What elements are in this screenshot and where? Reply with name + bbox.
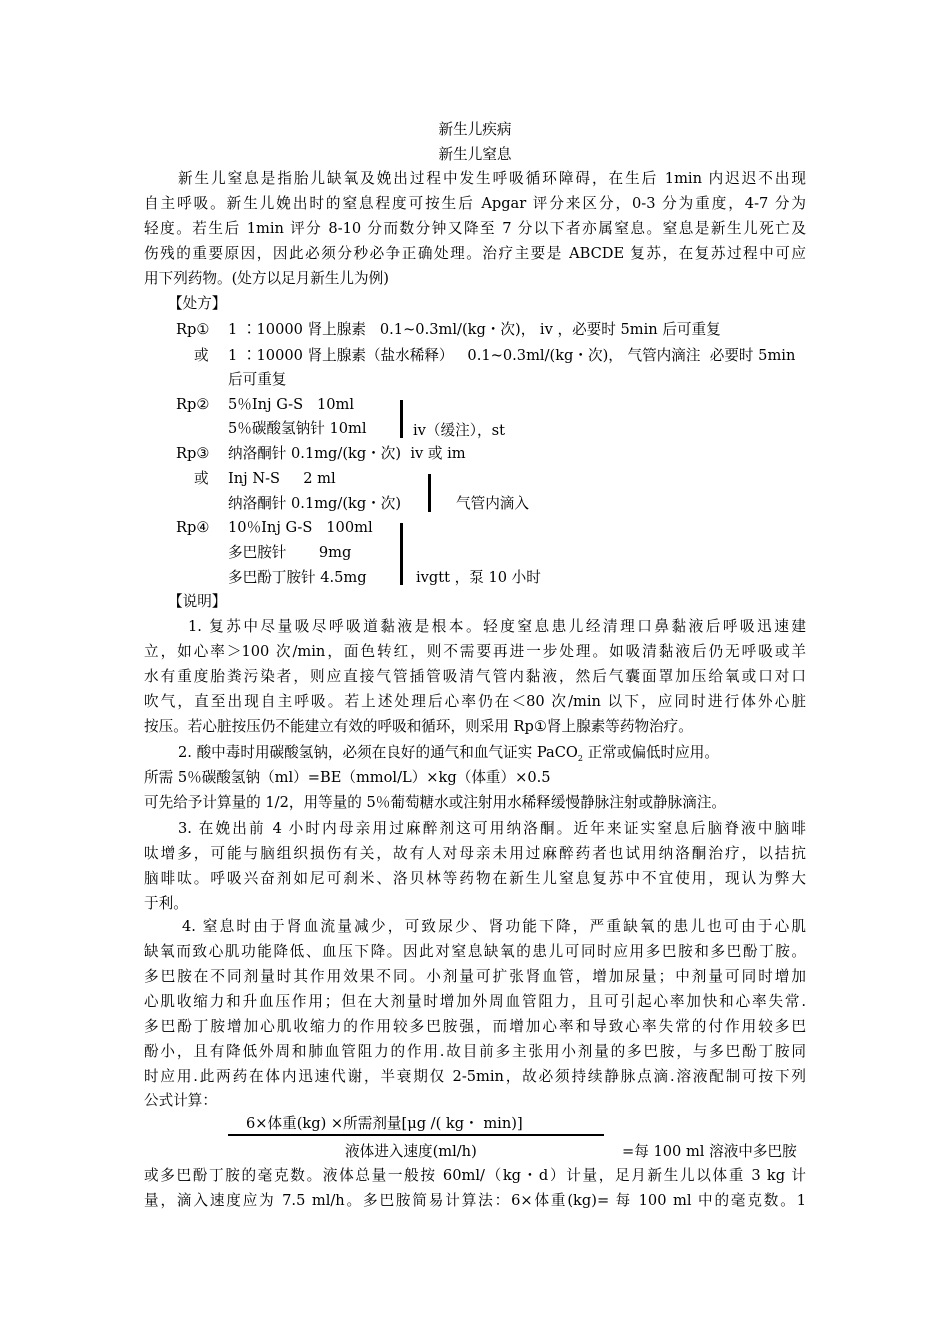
intro-line: 新生儿窒息是指胎儿缺氧及娩出过程中发生呼吸循环障碍，在生后 1min 内迟迟不出现 bbox=[178, 170, 806, 187]
formula-numerator: 6×体重(kg) ×所需剂量[μg /( kg・ min)] bbox=[246, 1115, 523, 1132]
rx-route: 气管内滴入 bbox=[456, 495, 529, 512]
rx-line: 5％Inj G-S 10ml bbox=[228, 396, 355, 413]
section-title: 新生儿窒息 bbox=[438, 146, 512, 163]
rx-label: Rp① bbox=[176, 321, 210, 338]
note-line: 酚小，且有降低外周和肺血管阻力的作用.故目前多主张用小剂量的多巴胺，与多巴酚丁胺同 bbox=[144, 1043, 806, 1060]
rx-route: iv（缓注），st bbox=[413, 422, 505, 439]
formula-line: 所需 5％碳酸氢钠（ml）=BE（mmol/L）×kg（体重）×0.5 bbox=[144, 769, 551, 786]
note-line: 心肌收缩力和升血压作用；但在大剂量时增加外周血管阻力，且可引起心率加快和心率失常. bbox=[144, 993, 806, 1010]
note-line: 缺氧而致心肌功能降低、血压下降。因此对窒息缺氧的患儿可同时应用多巴胺和多巴酚丁胺。 bbox=[144, 943, 806, 960]
note-line bbox=[178, 740, 719, 765]
rx-line: 10％Inj G-S 100ml bbox=[228, 519, 373, 536]
fraction-bar bbox=[228, 1134, 604, 1136]
intro-line: 用下列药物。(处方以足月新生儿为例) bbox=[144, 270, 389, 287]
note-line: 多巴胺在不同剂量时其作用效果不同。小剂量可扩张肾血管，增加尿量；中剂量可同时增加 bbox=[144, 968, 806, 985]
note-line: 呔增多，可能与脑组织损伤有关，故有人对母亲未用过麻醉药者也试用纳洛酮治疗，以拮抗 bbox=[144, 845, 806, 862]
bracket-bar bbox=[428, 474, 431, 512]
document-title: 新生儿疾病 bbox=[438, 121, 512, 138]
rx-or-label: 或 bbox=[194, 347, 209, 364]
rx-line: 纳洛酮针 0.1mg/(kg・次) bbox=[228, 495, 402, 512]
rx-line: 纳洛酮针 0.1mg/(kg・次) iv 或 im bbox=[228, 445, 466, 462]
formula-result: =每 100 ml 溶液中多巴胺 bbox=[622, 1143, 797, 1160]
note-line: 于利。 bbox=[144, 895, 188, 912]
bracket-bar bbox=[400, 523, 403, 585]
note-line: 可先给予计算量的 1/2，用等量的 5％葡萄糖水或注射用水稀释缓慢静脉注射或静脉滴注。 bbox=[144, 794, 727, 811]
rx-line: 后可重复 bbox=[228, 371, 287, 388]
rx-or-label: 或 bbox=[194, 470, 209, 487]
note-line: 吹气，直至出现自主呼吸。若上述处理后心率仍在＜80 次/min 以下，应同时进行体外心脏 bbox=[144, 693, 806, 710]
note-text: 正常或偏低时应用。 bbox=[582, 744, 719, 761]
rx-line: 5％碳酸氢钠针 10ml bbox=[228, 420, 367, 437]
closing-line: 量，滴入速度应为 7.5 ml/h。多巴胺简易计算法：6×体重(kg)= 每 100 ml 中的毫克数。1 bbox=[144, 1192, 806, 1209]
rx-line: 1 ∶10000 肾上腺素（盐水稀释） 0.1~0.3ml/(kg・次)， 气管内滴注 必要时 5min bbox=[228, 347, 796, 364]
note-line: 1. 复苏中尽量吸尽呼吸道黏液是根本。轻度窒息患儿经清理口鼻黏液后呼吸迅速建 bbox=[188, 618, 806, 635]
closing-line: 或多巴酚丁胺的毫克数。液体总量一般按 60ml/（kg・d）计量，足月新生儿以体重 3 kg 计 bbox=[144, 1167, 806, 1184]
note-line: 脑啡呔。呼吸兴奋剂如尼可刹米、洛贝林等药物在新生儿窒息复苏中不宜使用，现认为弊大 bbox=[144, 870, 806, 887]
note-line: 时应用.此两药在体内迅速代谢，半衰期仅 2-5min，故必须持续静脉点滴.溶液配制可按下列 bbox=[144, 1068, 806, 1085]
note-line: 按压。若心脏按压仍不能建立有效的呼吸和循环，则采用 Rp①肾上腺素等药物治疗。 bbox=[144, 718, 693, 735]
rx-label: Rp② bbox=[176, 396, 210, 413]
rx-label: Rp③ bbox=[176, 445, 210, 462]
rx-line: 1 ∶10000 肾上腺素 0.1~0.3ml/(kg・次)， iv ，必要时 5min 后可重复 bbox=[228, 321, 721, 338]
intro-line: 轻度。若生后 1min 评分 8-10 分而数分钟又降至 7 分以下者亦属窒息。窒息是新生儿死亡及 bbox=[144, 220, 806, 237]
note-line: 多巴酚丁胺增加心肌收缩力的作用较多巴胺强，而增加心率和导致心率失常的付作用较多巴 bbox=[144, 1018, 806, 1035]
rx-label: Rp④ bbox=[176, 519, 210, 536]
note-line: 立，如心率＞100 次/min，面色转红，则不需要再进一步处理。如吸清黏液后仍无呼吸或羊 bbox=[144, 643, 806, 660]
note-line: 3. 在娩出前 4 小时内母亲用过麻醉剂这可用纳洛酮。近年来证实窒息后脑脊液中脑啡 bbox=[178, 820, 806, 837]
notes-heading: 【说明】 bbox=[168, 593, 227, 610]
prescription-heading: 【处方】 bbox=[168, 295, 227, 312]
formula-denominator: 液体进入速度(ml/h) bbox=[345, 1143, 477, 1160]
rx-line: Inj N-S 2 ml bbox=[228, 470, 336, 487]
rx-route: ivgtt ，泵 10 小时 bbox=[416, 569, 541, 586]
subscript: 2 bbox=[577, 754, 583, 763]
rx-line: 多巴胺针 9mg bbox=[228, 544, 352, 561]
note-line: 水有重度胎粪污染者，则应直接气管插管吸清气管内黏液，然后气囊面罩加压给氧或口对口 bbox=[144, 668, 806, 685]
rx-line: 多巴酚丁胺针 4.5mg bbox=[228, 569, 367, 586]
intro-line: 自主呼吸。新生儿娩出时的窒息程度可按生后 Apgar 评分来区分，0-3 分为重度，4-7 分为 bbox=[144, 195, 806, 212]
note-line: 4. 窒息时由于肾血流量减少，可致尿少、肾功能下降，严重缺氧的患儿也可由于心肌 bbox=[182, 918, 806, 935]
bracket-bar bbox=[400, 400, 403, 438]
intro-line: 伤残的重要原因，因此必须分秒必争正确处理。治疗主要是 ABCDE 复苏，在复苏过程中可应 bbox=[144, 245, 806, 262]
note-text: 2. 酸中毒时用碳酸氢钠，必须在良好的通气和血气证实 PaCO bbox=[178, 744, 578, 761]
note-line: 公式计算： bbox=[144, 1092, 217, 1109]
